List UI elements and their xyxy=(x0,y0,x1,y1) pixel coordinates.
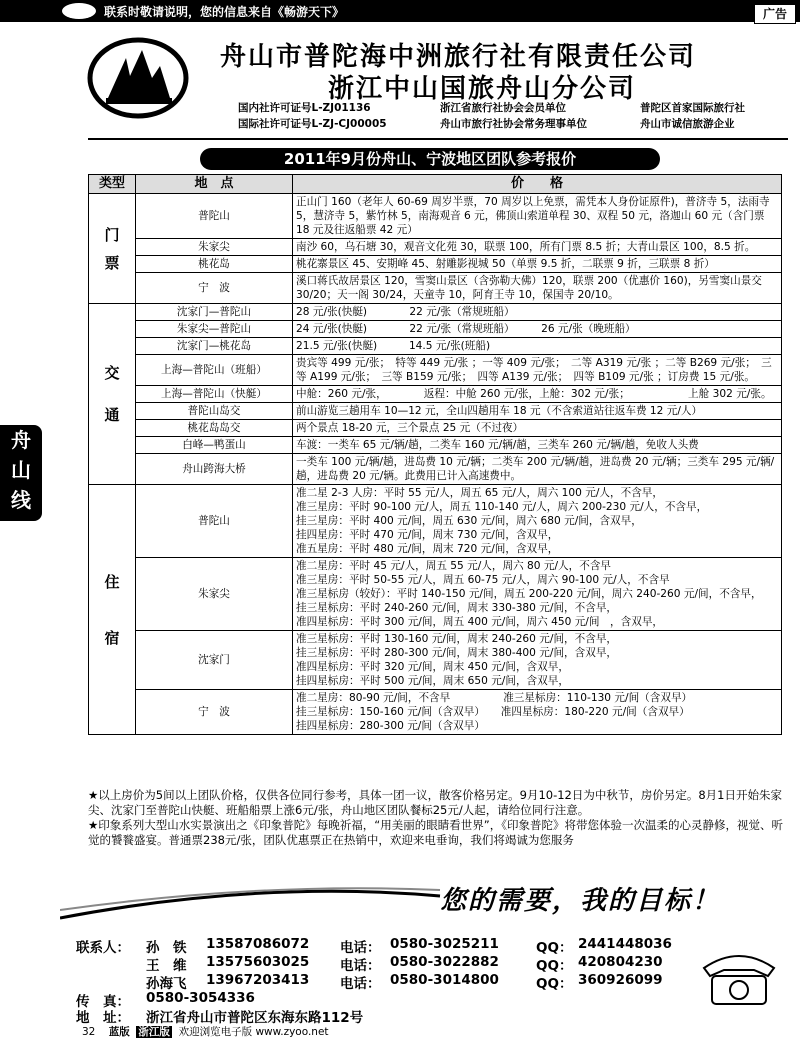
page-number: 32 xyxy=(82,1026,96,1038)
price-cell: 两个景点 18-20 元，三个景点 25 元（不过夜） xyxy=(293,420,782,437)
price-cell: 21.5 元/张(快艇) 14.5 元/张(班船) xyxy=(293,338,782,355)
ad-label: 广告 xyxy=(754,4,796,24)
location-cell: 桃花岛岛交 xyxy=(136,420,293,437)
note-item: ★以上房价为5间以上团队价格，仅供各位同行参考，具体一团一议，散客价格另定。9月10-12日为中秋节，房价另定。8月1日开始朱家尖、沈家门至普陀山快艇、班船船票上涨6元/张，舟山地区团队餐标25元/人起，请给位同行注意。 xyxy=(88,788,782,817)
category-transport: 交 通 xyxy=(89,304,136,485)
location-cell: 舟山跨海大桥 xyxy=(136,454,293,485)
price-cell: 准二星 2-3 人房：平时 55 元/人，周五 65 元/人，周六 100 元/人，不含早， 准三星房：平时 90-100 元/人，周五 110-140 元/人，周六 200-230 元/人，不含早， 挂三星房：平时 400 元/间，周五 630 元/间，周六 680 元/间，含双早， 挂四星房：平时 470 元/间，周末 730 元/间，含双早， 准五星房：平时 480 元/间，周末 720 元/间，含双早， xyxy=(293,485,782,558)
contact-qq: 2441448036 xyxy=(578,936,672,952)
notes xyxy=(88,788,788,848)
contact-tel: 0580-3025211 xyxy=(390,936,499,952)
tel-label: 电话： xyxy=(340,958,381,974)
side-tab-char: 山 xyxy=(11,458,31,482)
contact-mobile: 13587086072 xyxy=(206,936,310,952)
price-cell: 前山游览三趟用车 10—12 元，全山四趟用车 18 元（不含索道站往返车费 12 元/人） xyxy=(293,403,782,420)
table-row xyxy=(89,273,782,304)
table-row xyxy=(89,485,782,558)
address-label: 地 址： xyxy=(76,1010,130,1026)
price-cell: 准二星房：平时 45 元/人，周五 55 元/人，周六 80 元/人，不含早 准三星房：平时 50-55 元/人，周五 60-75 元/人，周六 90-100 元/人，不含早 准三星标房（较好）：平时 140-150 元/间，周五 200-220 元/间，周六 240-260 元/间，不含早， 挂三星标房：平时 240-260 元/间，周末 330-380 元/间，不含早， 准四星标房：平时 300 元/间，周五 400 元/间，周六 450 元/间 ，含双早， xyxy=(293,558,782,631)
contact-name: 王 维 xyxy=(146,958,187,974)
header-price: 价 格 xyxy=(293,175,782,194)
table-row xyxy=(89,631,782,690)
company-name-secondary: 浙江中山国旅舟山分公司 xyxy=(328,74,637,104)
table-row xyxy=(89,338,782,355)
table-row xyxy=(89,558,782,631)
location-cell: 普陀山 xyxy=(136,485,293,558)
table-row xyxy=(89,355,782,386)
table-row xyxy=(89,321,782,338)
price-cell: 车渡：一类车 65 元/辆/趟，二类车 160 元/辆/趟，三类车 260 元/辆/趟，免收人头费 xyxy=(293,437,782,454)
side-tab-char: 舟 xyxy=(11,428,31,452)
table-row xyxy=(89,256,782,273)
footer-text: 欢迎浏览电子版 www.zyoo.net xyxy=(178,1026,329,1038)
table-row xyxy=(89,194,782,239)
price-cell: 正山门 160（老年人 60-69 周岁半票，70 周岁以上免票，需凭本人身份证原件)，普济寺 5，法雨寺 5，慧济寺 5，紫竹林 5，南海观音 6 元，佛顶山索道单程 30、双程 50 元，洛迦山 60 元（含门票 18 元及往返船票 42 元） xyxy=(293,194,782,239)
tel-label: 电话： xyxy=(340,940,381,956)
table-row xyxy=(89,304,782,321)
price-cell: 桃花寨景区 45、安期峰 45、射雕影视城 50（单票 9.5 折，二联票 9 折，三联票 8 折） xyxy=(293,256,782,273)
location-cell: 宁 波 xyxy=(136,273,293,304)
category-accommodation: 住 宿 xyxy=(89,485,136,735)
contact-qq: 420804230 xyxy=(578,954,663,970)
table-header-row xyxy=(89,175,782,194)
contact-tel: 0580-3014800 xyxy=(390,972,499,988)
price-cell: 准三星标房：平时 130-160 元/间，周末 240-260 元/间，不含早， 挂三星标房：平时 280-300 元/间，周末 380-400 元/间，含双早， 准四星标房：平时 320 元/间，周末 450 元/间，含双早， 挂四星标房：平时 500 元/间，周末 650 元/间，含双早， xyxy=(293,631,782,690)
edition-label: 蓝版 xyxy=(108,1026,130,1038)
location-cell: 上海—普陀山（快艇） xyxy=(136,386,293,403)
price-cell: 28 元/张(快艇) 22 元/张（常规班船） xyxy=(293,304,782,321)
contact-name: 孙海飞 xyxy=(146,976,187,992)
association-member: 浙江省旅行社协会会员单位 xyxy=(440,102,566,114)
footer xyxy=(82,1024,329,1039)
magazine-logo-icon xyxy=(62,3,96,19)
side-tab-char: 线 xyxy=(11,488,31,512)
header-location: 地 点 xyxy=(136,175,293,194)
tel-label: 电话： xyxy=(340,976,381,992)
license-international: 国际社许可证号L-ZJ-CJ00005 xyxy=(238,118,387,130)
price-cell: 中舱：260 元/张， 返程：中舱 260 元/张，上舱：302 元/张； 上舱 302 元/张。 xyxy=(293,386,782,403)
route-side-tab xyxy=(0,425,42,521)
location-cell: 普陀山 xyxy=(136,194,293,239)
location-cell: 桃花岛 xyxy=(136,256,293,273)
category-tickets: 门 票 xyxy=(89,194,136,304)
header-type: 类型 xyxy=(89,175,136,194)
telephone-icon xyxy=(694,940,784,1010)
qq-label: QQ： xyxy=(536,958,573,974)
table-row xyxy=(89,403,782,420)
location-cell: 沈家门 xyxy=(136,631,293,690)
contact-label: 联系人： xyxy=(76,940,130,956)
company-logo-icon xyxy=(86,36,190,120)
price-table xyxy=(88,174,782,735)
fax-label: 传 真： xyxy=(76,994,130,1010)
location-cell: 白峰—鸭蛋山 xyxy=(136,437,293,454)
honest-enterprise: 舟山市诚信旅游企业 xyxy=(640,118,735,130)
contact-tel: 0580-3022882 xyxy=(390,954,499,970)
location-cell: 沈家门—桃花岛 xyxy=(136,338,293,355)
qq-label: QQ： xyxy=(536,940,573,956)
contact-name: 孙 铁 xyxy=(146,940,187,956)
location-cell: 沈家门—普陀山 xyxy=(136,304,293,321)
price-cell: 溪口蒋氏故居景区 120，雪窦山景区（含弥勒大佛）120，联票 200（优惠价 160)，另雪窦山景交 30/20；天一阁 30/24，天童寺 10，阿育王寺 10，保国寺 20/10。 xyxy=(293,273,782,304)
top-banner xyxy=(0,0,800,22)
table-row xyxy=(89,454,782,485)
location-cell: 朱家尖—普陀山 xyxy=(136,321,293,338)
table-row xyxy=(89,239,782,256)
first-international-agency: 普陀区首家国际旅行社 xyxy=(640,102,745,114)
fax-number: 0580-3054336 xyxy=(146,990,255,1006)
price-cell: 一类车 100 元/辆/趟，进岛费 10 元/辆；二类车 200 元/辆/趟，进岛费 20 元/辆；三类车 295 元/辆/趟，进岛费 20 元/辆。此费用已计入高速费中。 xyxy=(293,454,782,485)
table-row xyxy=(89,420,782,437)
table-row xyxy=(89,386,782,403)
price-cell: 南沙 60，乌石塘 30，观音文化苑 30，联票 100，所有门票 8.5 折；大青山景区 100，8.5 折。 xyxy=(293,239,782,256)
qq-label: QQ： xyxy=(536,976,573,992)
slogan: 您的需要，我的目标！ xyxy=(440,886,721,916)
price-cell: 24 元/张(快艇) 22 元/张（常规班船） 26 元/张（晚班船） xyxy=(293,321,782,338)
license-domestic: 国内社许可证号L-ZJ01136 xyxy=(238,102,371,114)
table-row xyxy=(89,437,782,454)
location-cell: 朱家尖 xyxy=(136,558,293,631)
company-name-primary: 舟山市普陀海中洲旅行社有限责任公司 xyxy=(220,42,697,72)
location-cell: 普陀山岛交 xyxy=(136,403,293,420)
divider xyxy=(88,138,788,140)
contact-mobile: 13967203413 xyxy=(206,972,310,988)
table-row xyxy=(89,690,782,735)
location-cell: 朱家尖 xyxy=(136,239,293,256)
region-label: 浙江版 xyxy=(138,1026,170,1038)
contact-mobile: 13575603025 xyxy=(206,954,310,970)
association-director: 舟山市旅行社协会常务理事单位 xyxy=(440,118,587,130)
price-cell: 准二星房：80-90 元/间，不含早 准三星标房：110-130 元/间（含双早） 挂三星标房：150-160 元/间（含双早） 准四星标房：180-220 元/间（含双早） 挂四星标房：280-300 元/间（含双早） xyxy=(293,690,782,735)
location-cell: 宁 波 xyxy=(136,690,293,735)
banner-text: 联系时敬请说明，您的信息来自《畅游天下》 xyxy=(104,5,345,19)
address: 浙江省舟山市普陀区东海东路112号 xyxy=(146,1010,364,1026)
contact-qq: 360926099 xyxy=(578,972,663,988)
note-item: ★印象系列大型山水实景演出之《印象普陀》每晚祈福，“用美丽的眼睛看世界”，《印象普陀》将带您体验一次温柔的心灵静修，视觉、听觉的饕餮盛宴。普通票238元/张，团队优惠票正在热销中，欢迎来电垂询，我们将竭诚为您服务 xyxy=(88,818,783,847)
price-list-title: 2011年9月份舟山、宁波地区团队参考报价 xyxy=(200,148,660,170)
location-cell: 上海—普陀山（班船） xyxy=(136,355,293,386)
price-cell: 贵宾等 499 元/张； 特等 449 元/张 ；一等 409 元/张； 二等 A319 元/张 ；二等 B269 元/张； 三等 A199 元/张； 三等 B159 元/张； 四等 A139 元/张； 四等 B109 元/张 ；订房费 15 元/张。 xyxy=(293,355,782,386)
